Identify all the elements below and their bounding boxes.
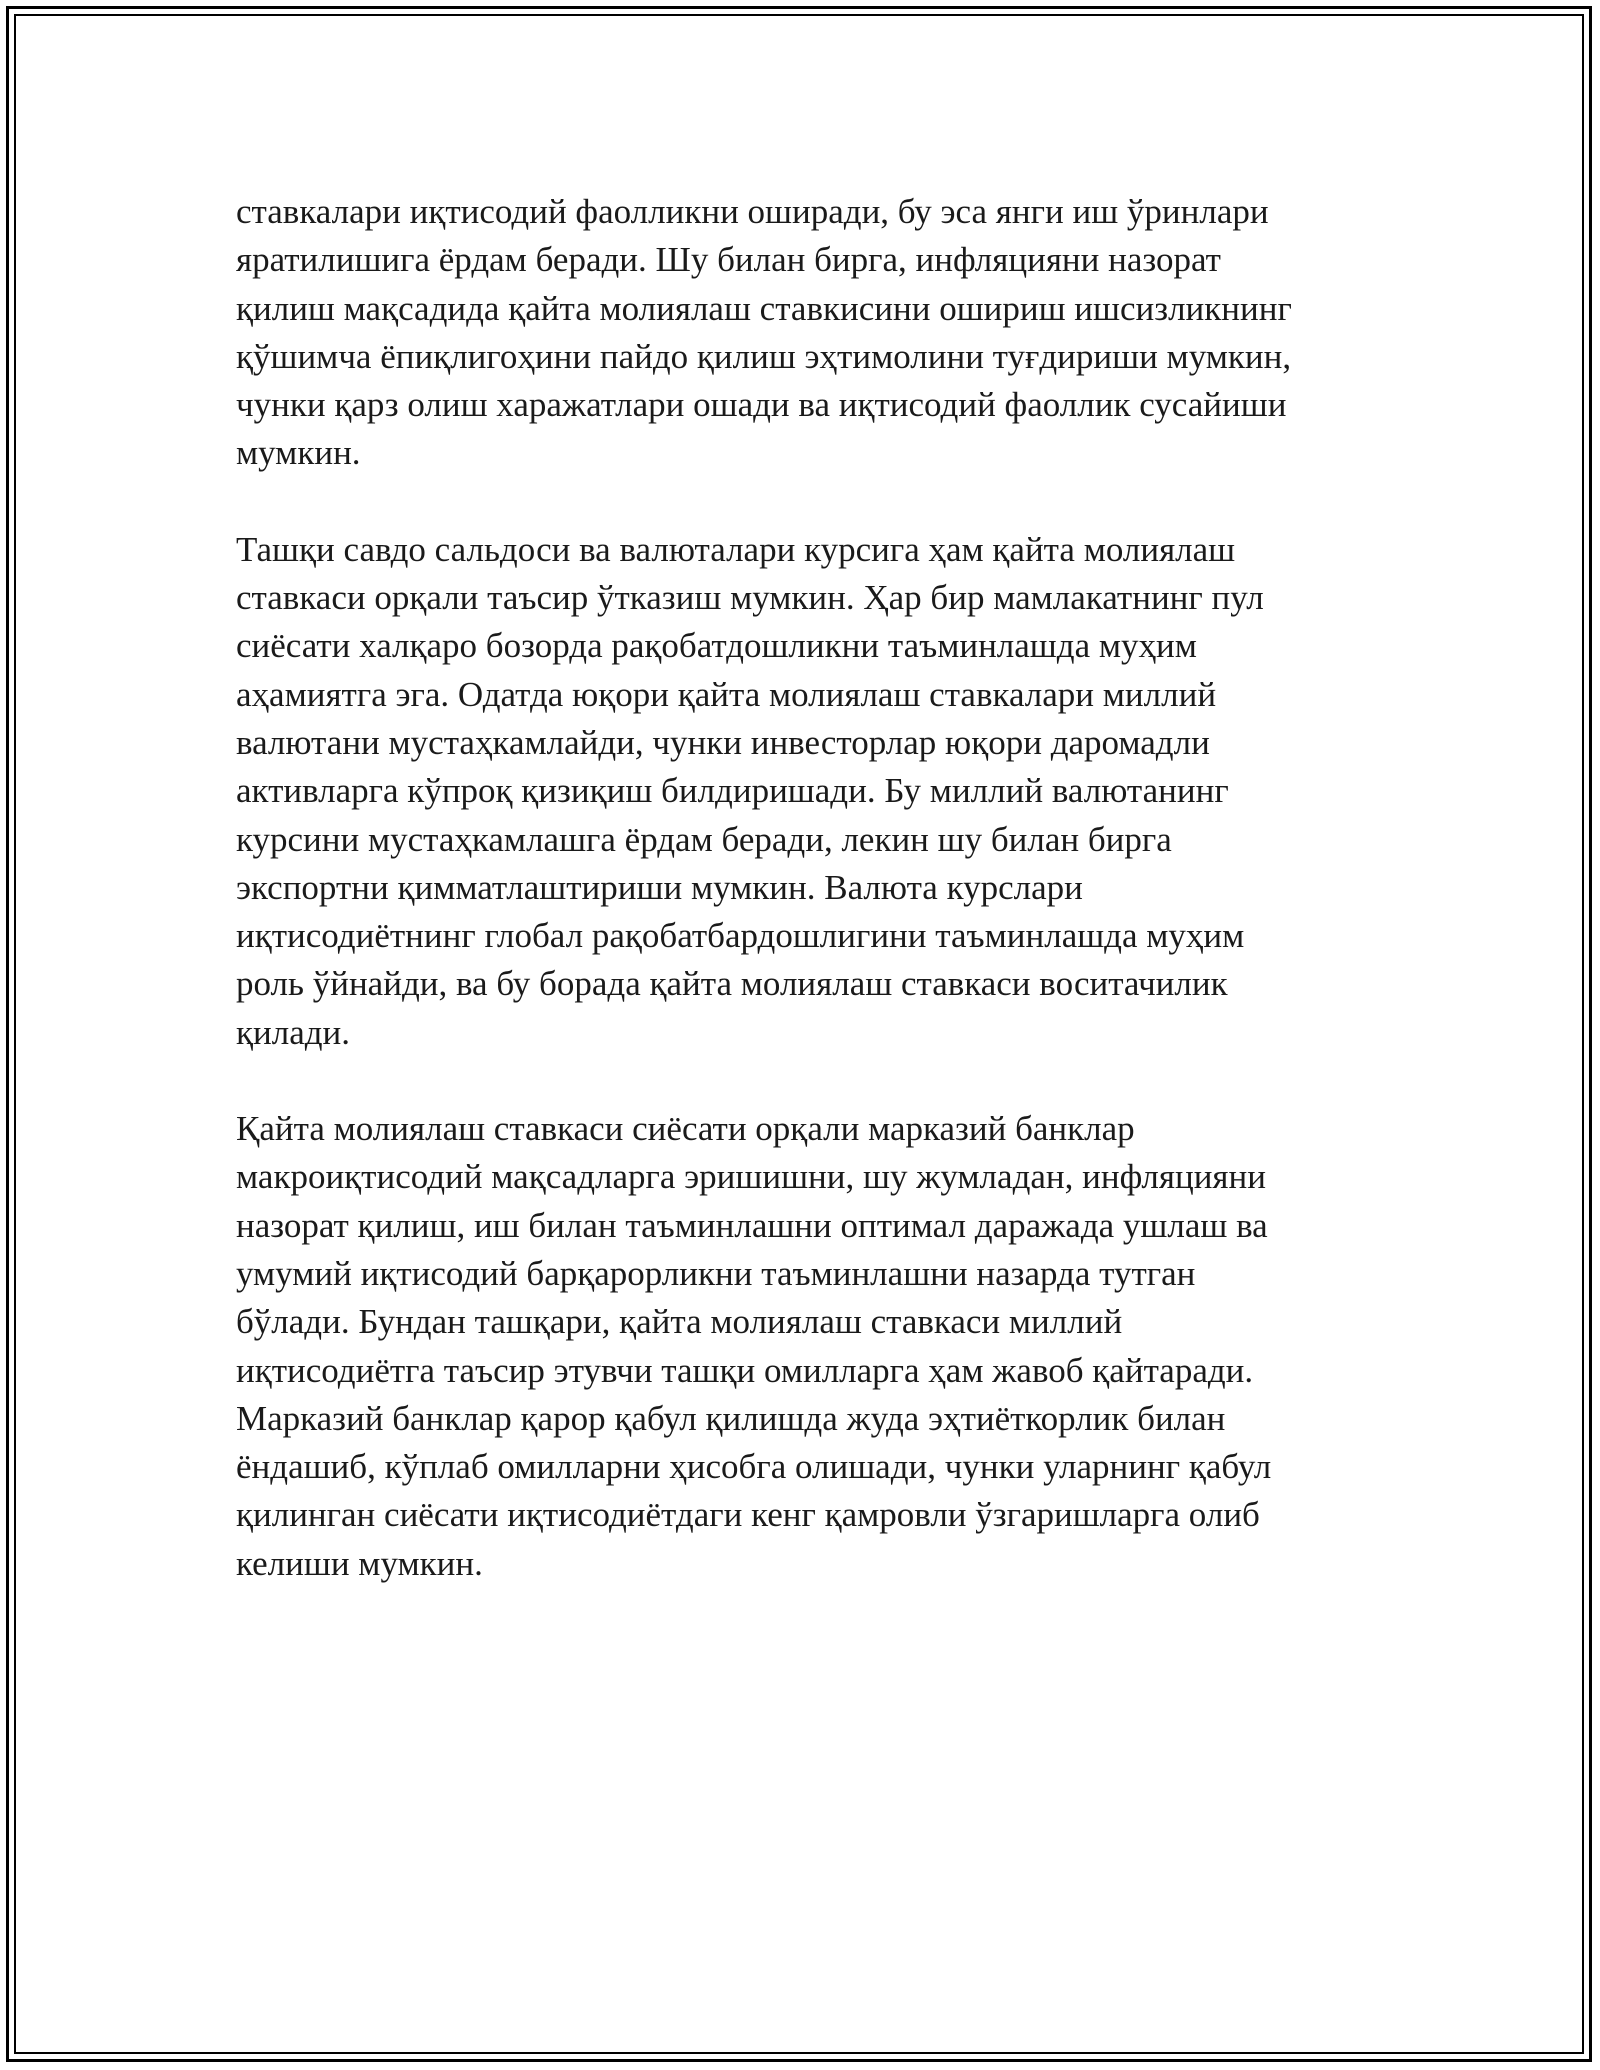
text-line: иқтисодиётнинг глобал рақобатбардошлигини таъминлашда муҳим [236,916,1245,956]
text-line: мумкин. [236,433,361,473]
text-line: қилиш мақсадида қайта молиялаш ставкисини ошириш ишсизликнинг [236,288,1292,328]
text-line: қилинган сиёсати иқтисодиётдаги кенг қамровли ўзгаришларга олиб [236,1495,1260,1535]
text-line: экспортни қимматлаштириши мумкин. Валюта курслари [236,867,1083,907]
paragraph-3 [236,1105,1356,1588]
paragraph-2 [236,526,1356,1057]
text-line: қўшимча ёпиқлигоҳини пайдо қилиш эҳтимолини туғдириши мумкин, [236,336,1292,376]
text-line: Қайта молиялаш ставкаси сиёсати орқали марказий банклар [236,1109,1135,1149]
text-line: валютани мустаҳкамлайди, чунки инвесторлар юқори даромадли [236,722,1210,762]
text-line: яратилишига ёрдам беради. Шу билан бирга, инфляцияни назорат [236,240,1221,280]
text-line: умумий иқтисодий барқарорликни таъминлашни назарда тутган [236,1253,1196,1293]
text-line: қилади. [236,1012,351,1052]
text-line: ёндашиб, кўплаб омилларни ҳисобга олишади, чунки уларнинг қабул [236,1447,1272,1487]
text-line: Ташқи савдо сальдоси ва валюталари курсига ҳам қайта молиялаш [236,529,1236,569]
text-line: чунки қарз олиш харажатлари ошади ва иқтисодий фаоллик сусайиши [236,385,1287,425]
paragraph-1 [236,188,1356,478]
text-line: иқтисодиётга таъсир этувчи ташқи омилларга ҳам жавоб қайтаради. [236,1350,1254,1390]
text-line: аҳамиятга эга. Одатда юқори қайта молиялаш ставкалари миллий [236,674,1217,714]
document-body [236,188,1356,1636]
text-line: курсини мустаҳкамлашга ёрдам беради, лекин шу билан бирга [236,819,1172,859]
text-line: ставкаси орқали таъсир ўтказиш мумкин. Ҳар бир мамлакатнинг пул [236,578,1264,618]
text-line: ставкалари иқтисодий фаолликни оширади, бу эса янги иш ўринлари [236,192,1269,231]
text-line: келиши мумкин. [236,1543,483,1583]
text-line: назорат қилиш, иш билан таъминлашни оптимал даражада ушлаш ва [236,1205,1268,1245]
text-line: сиёсати халқаро бозорда рақобатдошликни таъминлашда муҳим [236,626,1197,666]
text-line: Марказий банклар қарор қабул қилишда жуда эҳтиёткорлик билан [236,1398,1226,1438]
text-line: бўлади. Бундан ташқари, қайта молиялаш ставкаси миллий [236,1302,1123,1342]
text-line: макроиқтисодий мақсадларга эришишни, шу жумладан, инфляцияни [236,1157,1266,1197]
text-line: активларга кўпроқ қизиқиш билдиришади. Бу миллий валютанинг [236,771,1229,811]
text-line: роль ўйнайди, ва бу борада қайта молиялаш ставкаси воситачилик [236,964,1228,1004]
